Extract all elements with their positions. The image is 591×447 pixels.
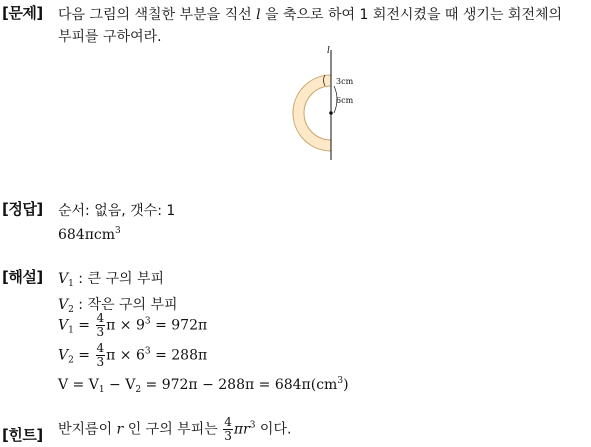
problem-line-1: 다음 그림의 색칠한 부분을 직선 l 을 축으로 하여 1 회전시켰을 때 생기는 회전체의 — [58, 7, 563, 23]
solution-def-1: $V_1$ : 큰 구의 부피 — [58, 271, 164, 289]
problem-line-2: 부피를 구하여라. — [58, 29, 162, 45]
outer-radius-label: 3cm — [336, 77, 354, 86]
fraction: $\frac{4}{3}$ — [96, 311, 105, 339]
hint-tag: [힌트] — [2, 426, 43, 444]
fraction: $\frac{4}{3}$ — [224, 415, 232, 443]
answer-meta: 순서: 없음, 갯수: 1 — [58, 203, 176, 219]
solution-def-2: $V_2$ : 작은 구의 부피 — [58, 297, 178, 315]
solution-eq-2: $V_2$ = $\frac{4}{3}$ $\pi \times 6^3 = 288\pi$ — [58, 341, 208, 369]
fraction: $\frac{4}{3}$ — [96, 341, 105, 369]
answer-value: 684πcm$^3$ — [58, 226, 121, 243]
shaded-region — [293, 75, 331, 151]
axis-label: l — [327, 46, 330, 56]
problem-tag: [문제] — [2, 4, 43, 22]
solution-eq-1: $V_1$ = $\frac{4}{3}$ $\pi \times 9^3 = 972\pi$ — [58, 311, 208, 339]
half-annulus-diagram — [282, 44, 392, 164]
center-point — [329, 111, 333, 115]
answer-tag: [정답] — [2, 200, 43, 218]
inner-radius-label: 6cm — [336, 96, 354, 105]
axis-variable: l — [256, 7, 261, 23]
solution-eq-3: $V = V_1 - V_2 = 972\pi - 288\pi = 684\pi(cm^3)$ — [58, 376, 349, 395]
solution-tag: [해설] — [2, 268, 43, 286]
hint-text: 반지름이 r 인 구의 부피는 $\frac{4}{3}$ $\pi r^3$ 이다. — [58, 415, 292, 443]
rotation-figure — [282, 44, 392, 164]
